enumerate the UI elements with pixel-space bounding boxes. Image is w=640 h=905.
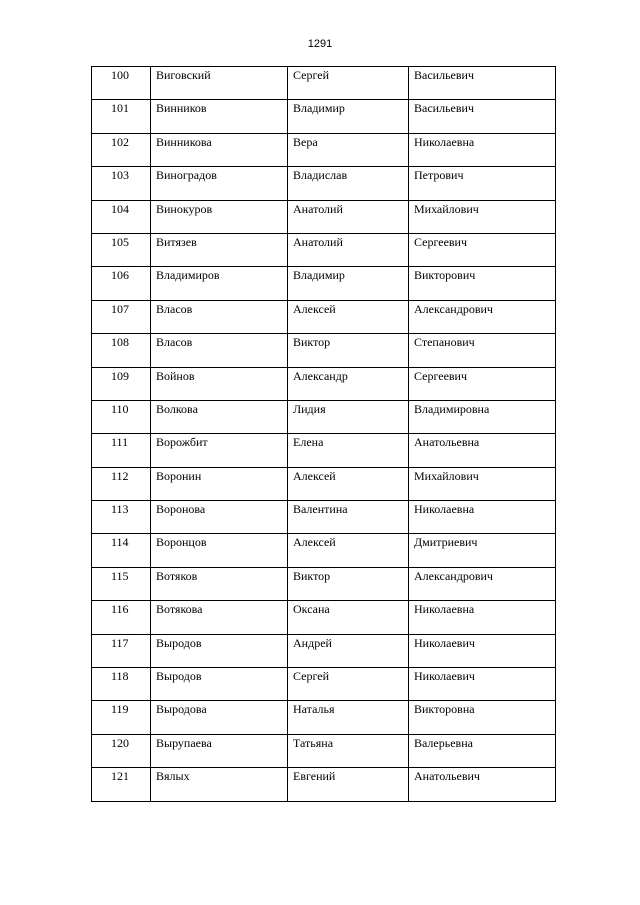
patronymic-cell [409, 534, 556, 567]
last-name-cell [151, 668, 288, 701]
first-name-cell [288, 400, 409, 433]
table-row [92, 467, 556, 500]
patronymic-cell [409, 67, 556, 100]
first-name-text: Елена [293, 435, 324, 450]
first-name-text: Владислав [293, 168, 348, 183]
table-row [92, 267, 556, 300]
last-name-text: Выродов [156, 635, 202, 650]
row-number-cell [92, 334, 151, 367]
last-name-text: Воронова [156, 502, 206, 517]
patronymic-text: Николаевна [414, 502, 475, 517]
last-name-text: Владимиров [156, 268, 220, 283]
last-name-text: Вялых [156, 769, 190, 784]
last-name-text: Выродов [156, 669, 202, 684]
row-number-cell [92, 133, 151, 166]
patronymic-text: Анатольевич [414, 769, 480, 784]
first-name-cell [288, 267, 409, 300]
last-name-cell [151, 233, 288, 266]
row-number-cell [92, 734, 151, 767]
row-number-cell [92, 300, 151, 333]
patronymic-text: Викторовна [414, 702, 475, 717]
last-name-text: Ворожбит [156, 435, 208, 450]
first-name-text: Валентина [293, 502, 348, 517]
last-name-text: Вотяков [156, 568, 198, 583]
last-name-text: Витязев [156, 234, 197, 249]
row-number-cell [92, 100, 151, 133]
patronymic-cell [409, 668, 556, 701]
last-name-text: Виноградов [156, 168, 217, 183]
row-number-text: 119 [111, 702, 129, 717]
first-name-cell [288, 701, 409, 734]
patronymic-cell [409, 100, 556, 133]
first-name-cell [288, 501, 409, 534]
first-name-text: Владимир [293, 101, 345, 116]
patronymic-cell [409, 133, 556, 166]
row-number-cell [92, 67, 151, 100]
row-number-cell [92, 768, 151, 801]
last-name-text: Винникова [156, 134, 212, 149]
first-name-cell [288, 734, 409, 767]
patronymic-text: Владимировна [414, 401, 490, 416]
last-name-cell [151, 734, 288, 767]
last-name-cell [151, 367, 288, 400]
table-row [92, 200, 556, 233]
first-name-text: Алексей [293, 468, 336, 483]
patronymic-cell [409, 200, 556, 233]
first-name-text: Алексей [293, 535, 336, 550]
first-name-cell [288, 668, 409, 701]
row-number-text: 110 [111, 401, 129, 416]
patronymic-text: Васильевич [414, 101, 474, 116]
patronymic-cell [409, 567, 556, 600]
first-name-text: Андрей [293, 635, 332, 650]
first-name-text: Татьяна [293, 735, 334, 750]
table-row [92, 567, 556, 600]
last-name-cell [151, 167, 288, 200]
table-row [92, 734, 556, 767]
row-number-cell [92, 267, 151, 300]
first-name-text: Алексей [293, 301, 336, 316]
first-name-text: Сергей [293, 669, 329, 684]
table-row [92, 501, 556, 534]
row-number-text: 106 [111, 268, 129, 283]
row-number-text: 114 [111, 535, 129, 550]
last-name-cell [151, 334, 288, 367]
row-number-cell [92, 233, 151, 266]
table-row [92, 367, 556, 400]
row-number-cell [92, 501, 151, 534]
first-name-cell [288, 567, 409, 600]
last-name-cell [151, 133, 288, 166]
first-name-cell [288, 634, 409, 667]
last-name-cell [151, 434, 288, 467]
row-number-cell [92, 601, 151, 634]
patronymic-cell [409, 167, 556, 200]
row-number-text: 103 [111, 168, 129, 183]
last-name-cell [151, 300, 288, 333]
first-name-cell [288, 601, 409, 634]
patronymic-text: Александрович [414, 301, 493, 316]
patronymic-text: Николаевич [414, 635, 475, 650]
table-row [92, 167, 556, 200]
last-name-cell [151, 634, 288, 667]
patronymic-cell [409, 334, 556, 367]
first-name-text: Оксана [293, 602, 330, 617]
patronymic-text: Петрович [414, 168, 464, 183]
row-number-cell [92, 167, 151, 200]
table-row [92, 768, 556, 801]
row-number-text: 116 [111, 602, 129, 617]
patronymic-text: Николаевич [414, 669, 475, 684]
last-name-cell [151, 567, 288, 600]
row-number-text: 111 [111, 435, 129, 450]
patronymic-text: Николаевна [414, 602, 475, 617]
last-name-text: Волкова [156, 401, 198, 416]
patronymic-text: Викторович [414, 268, 476, 283]
table-row [92, 634, 556, 667]
last-name-text: Воронцов [156, 535, 207, 550]
patronymic-text: Александрович [414, 568, 493, 583]
first-name-text: Владимир [293, 268, 345, 283]
first-name-text: Вера [293, 134, 318, 149]
last-name-cell [151, 100, 288, 133]
row-number-cell [92, 200, 151, 233]
patronymic-text: Сергеевич [414, 234, 468, 249]
first-name-text: Анатолий [293, 201, 343, 216]
row-number-cell [92, 467, 151, 500]
last-name-cell [151, 601, 288, 634]
table-row [92, 100, 556, 133]
last-name-cell [151, 501, 288, 534]
last-name-cell [151, 400, 288, 433]
patronymic-cell [409, 768, 556, 801]
first-name-text: Виктор [293, 568, 331, 583]
first-name-cell [288, 534, 409, 567]
row-number-text: 107 [111, 301, 129, 316]
row-number-text: 102 [111, 134, 129, 149]
table-row [92, 434, 556, 467]
patronymic-cell [409, 701, 556, 734]
row-number-text: 109 [111, 368, 129, 383]
last-name-text: Воронин [156, 468, 202, 483]
table-row [92, 133, 556, 166]
patronymic-cell [409, 634, 556, 667]
row-number-text: 113 [111, 502, 129, 517]
row-number-text: 121 [111, 769, 129, 784]
patronymic-cell [409, 467, 556, 500]
row-number-text: 112 [111, 468, 129, 483]
row-number-text: 100 [111, 68, 129, 82]
row-number-cell [92, 668, 151, 701]
row-number-text: 117 [111, 635, 129, 650]
table-row [92, 400, 556, 433]
patronymic-text: Сергеевич [414, 368, 468, 383]
last-name-cell [151, 768, 288, 801]
last-name-text: Вырупаева [156, 735, 212, 750]
last-name-cell [151, 200, 288, 233]
row-number-text: 108 [111, 335, 129, 350]
last-name-text: Винников [156, 101, 207, 116]
patronymic-cell [409, 734, 556, 767]
table-row [92, 534, 556, 567]
patronymic-text: Степанович [414, 335, 475, 350]
last-name-text: Вотякова [156, 602, 203, 617]
table-row [92, 701, 556, 734]
first-name-cell [288, 367, 409, 400]
first-name-text: Анатолий [293, 234, 343, 249]
row-number-text: 115 [111, 568, 129, 583]
row-number-cell [92, 434, 151, 467]
last-name-text: Виговский [156, 68, 211, 82]
patronymic-cell [409, 434, 556, 467]
first-name-text: Александр [293, 368, 348, 383]
first-name-text: Лидия [293, 401, 326, 416]
table-row [92, 67, 556, 100]
first-name-cell [288, 67, 409, 100]
table-row [92, 233, 556, 266]
row-number-cell [92, 534, 151, 567]
first-name-cell [288, 233, 409, 266]
last-name-cell [151, 67, 288, 100]
last-name-text: Власов [156, 301, 193, 316]
row-number-text: 101 [111, 101, 129, 116]
first-name-text: Сергей [293, 68, 329, 82]
patronymic-text: Михайлович [414, 201, 479, 216]
patronymic-text: Михайлович [414, 468, 479, 483]
patronymic-cell [409, 367, 556, 400]
last-name-text: Выродова [156, 702, 207, 717]
roster-table-body [92, 67, 556, 802]
table-row [92, 334, 556, 367]
first-name-text: Виктор [293, 335, 331, 350]
last-name-text: Винокуров [156, 201, 213, 216]
row-number-cell [92, 634, 151, 667]
row-number-text: 105 [111, 234, 129, 249]
last-name-text: Власов [156, 335, 193, 350]
patronymic-text: Васильевич [414, 68, 474, 82]
last-name-text: Войнов [156, 368, 195, 383]
last-name-cell [151, 467, 288, 500]
first-name-cell [288, 167, 409, 200]
patronymic-cell [409, 300, 556, 333]
first-name-cell [288, 434, 409, 467]
roster-table [91, 66, 556, 802]
row-number-text: 118 [111, 669, 129, 684]
table-row [92, 601, 556, 634]
row-number-text: 120 [111, 735, 129, 750]
first-name-cell [288, 334, 409, 367]
row-number-cell [92, 400, 151, 433]
patronymic-cell [409, 501, 556, 534]
first-name-cell [288, 467, 409, 500]
patronymic-text: Валерьевна [414, 735, 473, 750]
page-number: 1291 [307, 38, 333, 50]
first-name-text: Наталья [293, 702, 335, 717]
table-row [92, 300, 556, 333]
patronymic-cell [409, 400, 556, 433]
patronymic-text: Дмитриевич [414, 535, 478, 550]
last-name-cell [151, 701, 288, 734]
first-name-cell [288, 133, 409, 166]
patronymic-text: Николаевна [414, 134, 475, 149]
row-number-cell [92, 701, 151, 734]
table-row [92, 668, 556, 701]
first-name-cell [288, 200, 409, 233]
last-name-cell [151, 534, 288, 567]
first-name-cell [288, 100, 409, 133]
row-number-cell [92, 367, 151, 400]
patronymic-cell [409, 601, 556, 634]
first-name-cell [288, 768, 409, 801]
row-number-text: 104 [111, 201, 129, 216]
patronymic-text: Анатольевна [414, 435, 480, 450]
patronymic-cell [409, 267, 556, 300]
first-name-cell [288, 300, 409, 333]
last-name-cell [151, 267, 288, 300]
first-name-text: Евгений [293, 769, 336, 784]
row-number-cell [92, 567, 151, 600]
patronymic-cell [409, 233, 556, 266]
